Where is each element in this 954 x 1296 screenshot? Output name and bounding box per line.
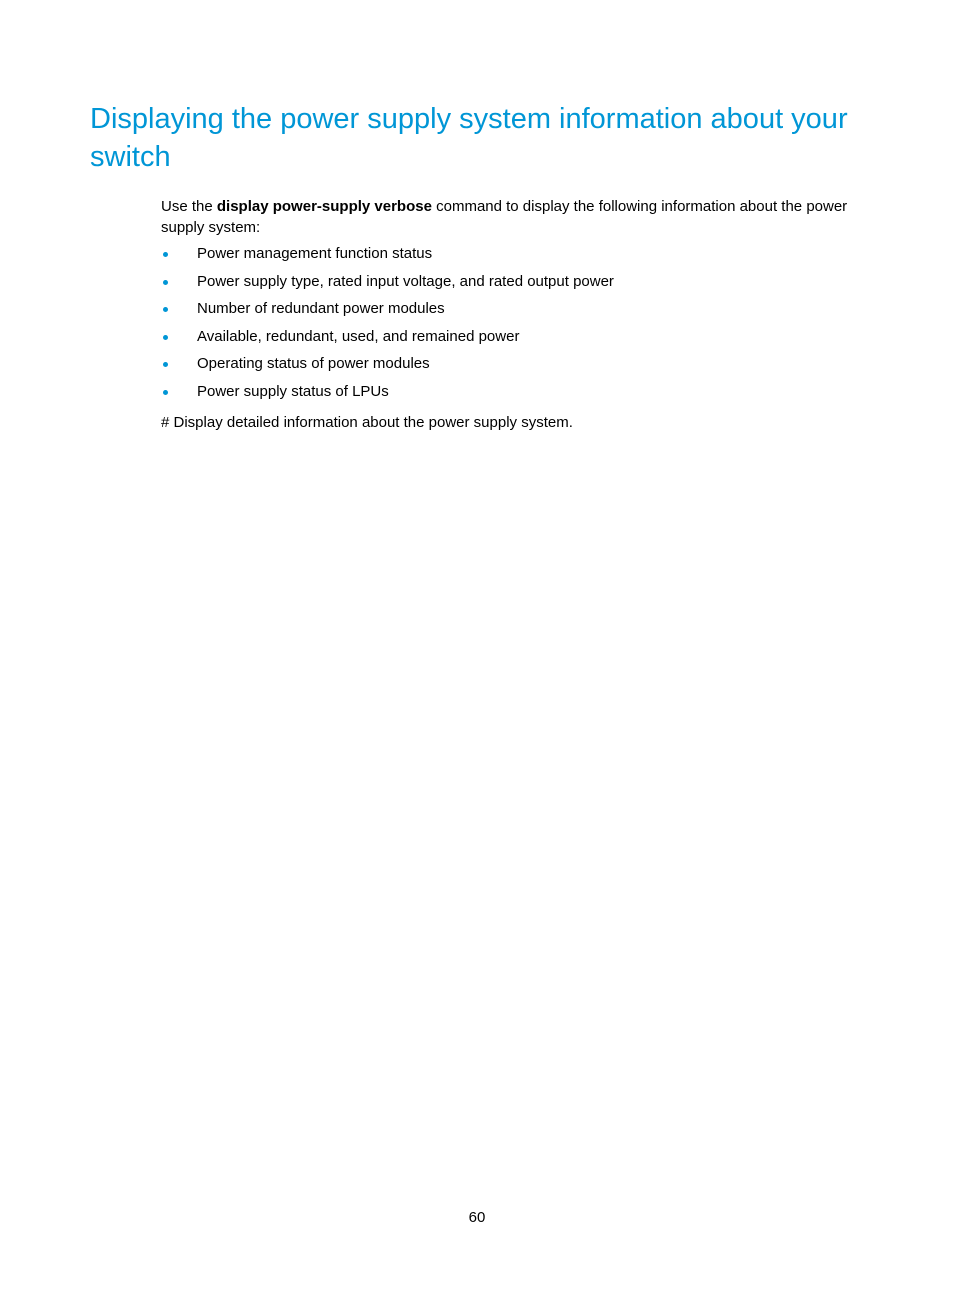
list-item-text: Number of redundant power modules <box>197 300 445 318</box>
list-item <box>161 298 861 326</box>
list-item-text: Power management function status <box>197 245 433 262</box>
intro-text-before: Use the <box>161 198 217 215</box>
list-item-text: Available, redundant, used, and remained power <box>197 327 520 345</box>
bullet-dot-icon <box>163 252 168 257</box>
list-item <box>161 271 861 299</box>
intro-paragraph <box>161 196 871 238</box>
example-description: # Display detailed information about the power supply system. <box>161 414 573 431</box>
section-heading: Displaying the power supply system information about your switch <box>90 103 848 173</box>
bullet-dot-icon <box>163 335 168 340</box>
list-item <box>161 353 861 381</box>
list-item <box>161 326 861 354</box>
bullet-dot-icon <box>163 307 168 312</box>
command-name: display power-supply verbose <box>216 198 432 215</box>
list-item-text: Operating status of power modules <box>197 355 430 373</box>
bullet-dot-icon <box>163 390 168 395</box>
page-number: 60 <box>468 1209 486 1226</box>
bullet-dot-icon <box>163 280 168 285</box>
list-item-text: Power supply type, rated input voltage, and rated output power <box>197 272 614 290</box>
list-item-text: Power supply status of LPUs <box>197 382 389 400</box>
list-item <box>161 381 861 409</box>
intro-text-after: command to display the following information about the power supply system: <box>161 198 848 236</box>
info-bullet-list <box>161 243 861 409</box>
bullet-dot-icon <box>163 362 168 367</box>
list-item <box>161 243 861 271</box>
